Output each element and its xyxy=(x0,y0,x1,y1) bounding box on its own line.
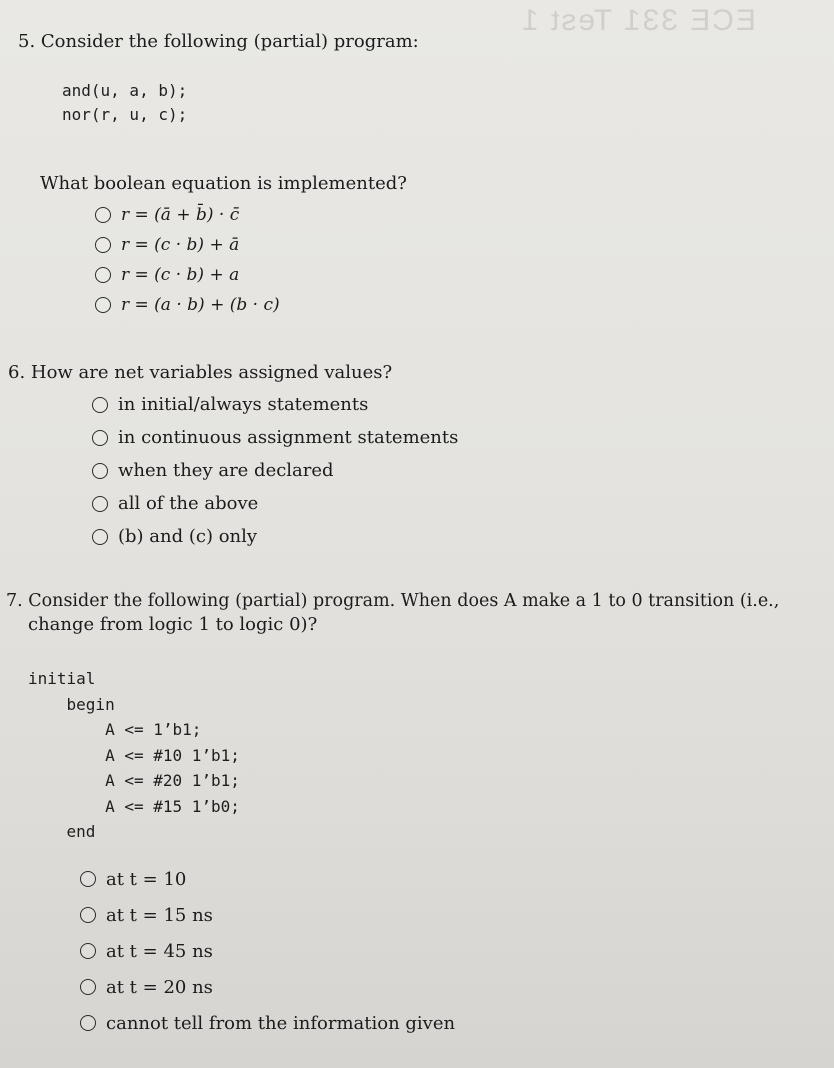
option-label: in initial/always statements xyxy=(118,394,369,415)
radio-button[interactable] xyxy=(95,207,111,223)
radio-button[interactable] xyxy=(92,397,108,413)
option-label: r = (c · b) + a xyxy=(121,265,240,285)
option-label: at t = 10 xyxy=(106,868,187,890)
radio-button[interactable] xyxy=(80,1015,96,1031)
q7-option-a[interactable] xyxy=(80,861,455,897)
question-5-subprompt: What boolean equation is implemented? xyxy=(40,173,407,194)
option-label: r = (c · b) + ā xyxy=(121,235,240,255)
q6-option-b[interactable] xyxy=(92,421,458,454)
option-label: when they are declared xyxy=(118,460,334,481)
option-label: cannot tell from the information given xyxy=(106,1012,456,1034)
option-label: r = (ā + b̄) · c̄ xyxy=(121,205,240,225)
option-label: r = (a · b) + (b · c) xyxy=(121,295,280,315)
radio-button[interactable] xyxy=(80,871,96,887)
question-7-options xyxy=(80,861,455,1041)
option-label: in continuous assignment statements xyxy=(118,427,459,448)
option-label: at t = 20 ns xyxy=(106,976,213,998)
question-6-prompt: 6. How are net variables assigned values? xyxy=(8,362,393,383)
question-7-prompt-line2: change from logic 1 to logic 0)? xyxy=(28,614,318,635)
q6-option-d[interactable] xyxy=(92,487,458,520)
option-label: at t = 45 ns xyxy=(106,940,213,962)
q5-option-d[interactable] xyxy=(95,290,280,320)
radio-button[interactable] xyxy=(92,529,108,545)
q7-option-e[interactable] xyxy=(80,1005,455,1041)
radio-button[interactable] xyxy=(80,979,96,995)
radio-button[interactable] xyxy=(92,430,108,446)
radio-button[interactable] xyxy=(95,237,111,253)
radio-button[interactable] xyxy=(80,907,96,923)
question-5-options xyxy=(95,200,280,320)
q7-option-d[interactable] xyxy=(80,969,455,1005)
question-5-code: and(u, a, b); nor(r, u, c); xyxy=(62,81,188,124)
q5-option-b[interactable] xyxy=(95,230,280,260)
bleed-through-text: ECE 331 Test 1 xyxy=(520,4,756,37)
radio-button[interactable] xyxy=(92,463,108,479)
radio-button[interactable] xyxy=(95,297,111,313)
question-7-code: initial begin A <= 1’b1; A <= #10 1’b1; A <= #20 1’b1; A <= #15 1’b0; end xyxy=(28,669,240,841)
q6-option-e[interactable] xyxy=(92,520,458,553)
option-label: all of the above xyxy=(118,493,259,514)
option-label: at t = 15 ns xyxy=(106,904,213,926)
radio-button[interactable] xyxy=(92,496,108,512)
q7-option-c[interactable] xyxy=(80,933,455,969)
question-5-prompt: 5. Consider the following (partial) program: xyxy=(18,31,419,52)
q5-option-a[interactable] xyxy=(95,200,280,230)
q5-option-c[interactable] xyxy=(95,260,280,290)
question-7-prompt-line1: 7. Consider the following (partial) program. When does A make a 1 to 0 transition (i.e., xyxy=(6,591,780,611)
q7-option-b[interactable] xyxy=(80,897,455,933)
question-6-options xyxy=(92,388,458,553)
radio-button[interactable] xyxy=(95,267,111,283)
q6-option-a[interactable] xyxy=(92,388,458,421)
radio-button[interactable] xyxy=(80,943,96,959)
q6-option-c[interactable] xyxy=(92,454,458,487)
option-label: (b) and (c) only xyxy=(118,526,258,547)
